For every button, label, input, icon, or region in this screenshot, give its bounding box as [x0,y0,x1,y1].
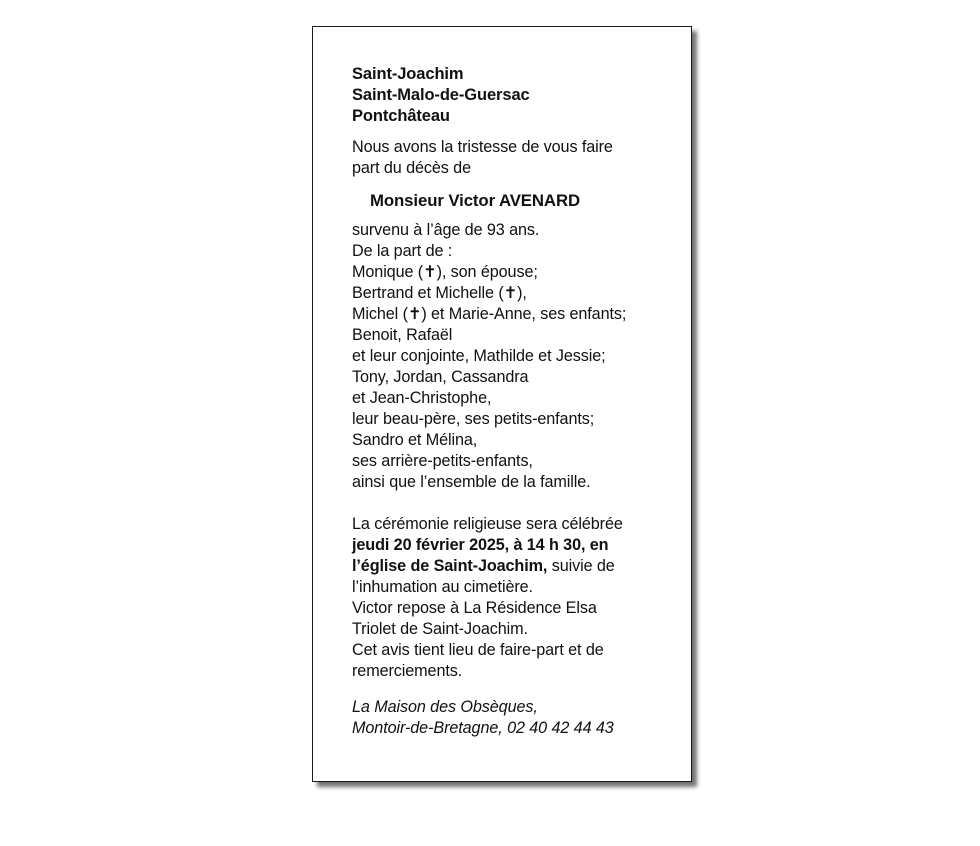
family-line: ainsi que l’ensemble de la famille. [352,473,591,491]
ceremony-location-line: l’église de Saint-Joachim, suivie de [352,557,615,575]
ceremony-details [352,514,682,682]
family-line-monique: Monique (✝), son épouse; [352,263,538,281]
place-name: Saint-Malo-de-Guersac [352,86,530,104]
funeral-home-signature [352,697,682,739]
intro-line: part du décès de [352,159,471,177]
ceremony-date: jeudi 20 février 2025, à 14 h 30, en [352,536,609,554]
ceremony-line: Triolet de Saint-Joachim. [352,620,528,638]
place-list [352,64,682,127]
signature-contact: Montoir-de-Bretagne, 02 40 42 44 43 [352,719,614,737]
place-name: Pontchâteau [352,107,450,125]
cross-icon: ✝ [503,284,518,302]
family-line-bertrand: Bertrand et Michelle (✝), [352,284,527,302]
ceremony-line: Cet avis tient lieu de faire-part et de [352,641,604,659]
cross-icon: ✝ [423,263,437,281]
ceremony-line: l’inhumation au cimetière. [352,578,533,596]
family-line: Tony, Jordan, Cassandra [352,368,529,386]
deceased-name: Monsieur Victor AVENARD [370,191,580,210]
family-line: Benoit, Rafaël [352,326,453,344]
age-line: survenu à l’âge de 93 ans. [352,221,540,239]
family-line: et leur conjointe, Mathilde et Jessie; [352,347,606,365]
signature-line: La Maison des Obsèques, [352,698,538,716]
family-line: ses arrière-petits-enfants, [352,452,533,470]
ceremony-line: Victor repose à La Résidence Elsa [352,599,597,617]
intro-line: Nous avons la tristesse de vous faire [352,138,613,156]
ceremony-line: La cérémonie religieuse sera célébrée [352,515,623,533]
from-line: De la part de : [352,242,453,260]
cross-icon: ✝ [407,305,422,323]
family-line-michel: Michel (✝) et Marie-Anne, ses enfants; [352,305,627,323]
family-list [352,220,682,493]
ceremony-location: l’église de Saint-Joachim, [352,557,548,575]
obituary-notice [312,26,692,782]
intro-text [352,137,682,179]
family-line: leur beau-père, ses petits-enfants; [352,410,595,428]
place-name: Saint-Joachim [352,65,464,83]
notice-content [352,64,682,739]
family-line: et Jean-Christophe, [352,389,492,407]
ceremony-line: remerciements. [352,662,463,680]
family-line: Sandro et Mélina, [352,431,478,449]
